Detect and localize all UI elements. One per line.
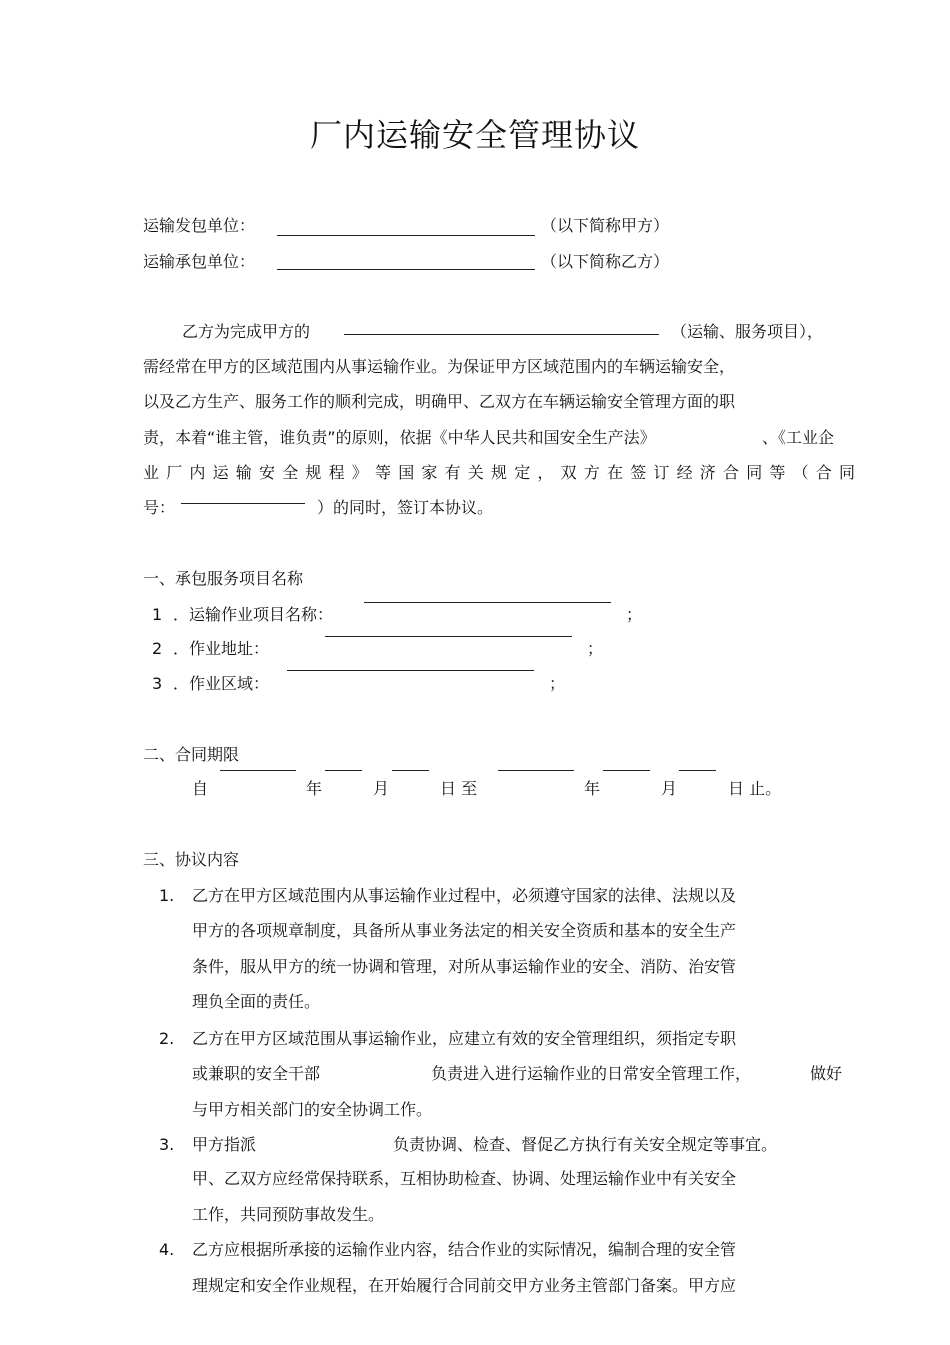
clause1-line-2: 甲方的各项规章制度，具备所从事业务法定的相关安全资质和基本的安全生产: [192, 921, 737, 940]
clause4-num: 4.: [159, 1240, 175, 1259]
intro-line-3: 以及乙方生产、服务工作的顺利完成，明确甲、乙双方在车辆运输安全管理方面的职: [143, 392, 736, 411]
contractor-note: （以下简称甲方）: [541, 216, 670, 235]
section1-item3-num: 3: [152, 674, 163, 693]
clause3-line-2: 甲、乙双方应经常保持联系，互相协助检查、协调、处理运输作业中有关安全: [192, 1169, 737, 1188]
section1-heading: 一、承包服务项目名称: [143, 569, 304, 588]
section1-item2-num: 2: [152, 639, 163, 658]
intro-line-1b: （运输、服务项目），: [671, 322, 824, 341]
period-year-2: 年: [584, 779, 601, 798]
end-year-blank-line[interactable]: [498, 770, 574, 771]
work-area-blank-line[interactable]: [287, 670, 534, 671]
clause2-line-2a: 或兼职的安全干部: [192, 1064, 321, 1083]
clause1-num: 1.: [159, 886, 175, 905]
start-month-blank-line[interactable]: [325, 770, 362, 771]
period-day-to: 日 至: [440, 779, 478, 798]
period-year-1: 年: [306, 779, 323, 798]
clause3-line-1b: 负责协调、检查、督促乙方执行有关安全规定等事宜。: [393, 1135, 778, 1154]
clause4-line-1: 乙方应根据所承接的运输作业内容，结合作业的实际情况，编制合理的安全管: [192, 1240, 737, 1259]
end-day-blank-line[interactable]: [679, 770, 716, 771]
section1-item2-end: ；: [587, 639, 604, 658]
clause2-line-2c: 做好: [810, 1064, 843, 1083]
clause1-line-3: 条件，服从甲方的统一协调和管理，对所从事运输作业的安全、消防、治安管: [192, 957, 737, 976]
intro-line-2: 需经常在甲方的区域范围内从事运输作业。为保证甲方区域范围内的车辆运输安全，: [143, 357, 736, 376]
section1-item1-end: ；: [626, 605, 643, 624]
clause3-line-3: 工作，共同预防事故发生。: [192, 1205, 385, 1224]
section1-item1-num: 1: [152, 605, 163, 624]
period-month-2: 月: [661, 779, 678, 798]
section1-item2-label: ．作业地址：: [173, 639, 270, 658]
section3-heading: 三、协议内容: [143, 850, 240, 869]
clause2-num: 2.: [159, 1029, 175, 1048]
contractor-blank-line[interactable]: [277, 235, 535, 236]
intro-line-6b: ）的同时，签订本协议。: [317, 498, 494, 517]
subcontractor-label: 运输承包单位：: [143, 252, 256, 271]
work-address-blank-line[interactable]: [325, 636, 572, 637]
clause1-line-1: 乙方在甲方区域范围内从事运输作业过程中，必须遵守国家的法律、法规以及: [192, 886, 737, 905]
start-year-blank-line[interactable]: [220, 770, 296, 771]
intro-line-1a: 乙方为完成甲方的: [182, 322, 311, 341]
document-title: 厂内运输安全管理协议: [309, 116, 640, 154]
subcontractor-blank-line[interactable]: [277, 269, 535, 270]
section2-heading: 二、合同期限: [143, 745, 240, 764]
section1-item3-end: ；: [549, 674, 566, 693]
contract-number-blank-line[interactable]: [181, 503, 305, 504]
clause2-line-3: 与甲方相关部门的安全协调工作。: [192, 1100, 433, 1119]
clause1-line-4: 理负全面的责任。: [192, 992, 321, 1011]
clause2-line-1: 乙方在甲方区域范围从事运输作业，应建立有效的安全管理组织，须指定专职: [192, 1029, 737, 1048]
contractor-label: 运输发包单位：: [143, 216, 256, 235]
section1-item3-label: ．作业区域：: [173, 674, 270, 693]
section1-item1-label: ．运输作业项目名称：: [173, 605, 334, 624]
period-from: 自: [192, 779, 209, 798]
intro-line-6a: 号：: [143, 498, 176, 517]
intro-line-4a: 责，本着“谁主管，谁负责”的原则，依据《中华人民共和国安全生产法》: [143, 428, 656, 447]
clause3-line-1a: 甲方指派: [192, 1135, 257, 1154]
clause4-line-2: 理规定和安全作业规程，在开始履行合同前交甲方业务主管部门备案。甲方应: [192, 1276, 737, 1295]
intro-line-5: 业厂内运输安全规程》等国家有关规定，双方在签订经济合同等（合同: [143, 463, 863, 482]
service-project-blank-line[interactable]: [344, 334, 659, 335]
subcontractor-note: （以下简称乙方）: [541, 252, 670, 271]
period-month-1: 月: [373, 779, 390, 798]
period-day-end: 日 止。: [728, 779, 782, 798]
clause3-num: 3.: [159, 1135, 175, 1154]
start-day-blank-line[interactable]: [392, 770, 429, 771]
end-month-blank-line[interactable]: [603, 770, 650, 771]
intro-line-4b: 、《工业企: [762, 428, 835, 447]
project-name-blank-line[interactable]: [364, 602, 611, 603]
clause2-line-2b: 负责进入进行运输作业的日常安全管理工作，: [431, 1064, 752, 1083]
